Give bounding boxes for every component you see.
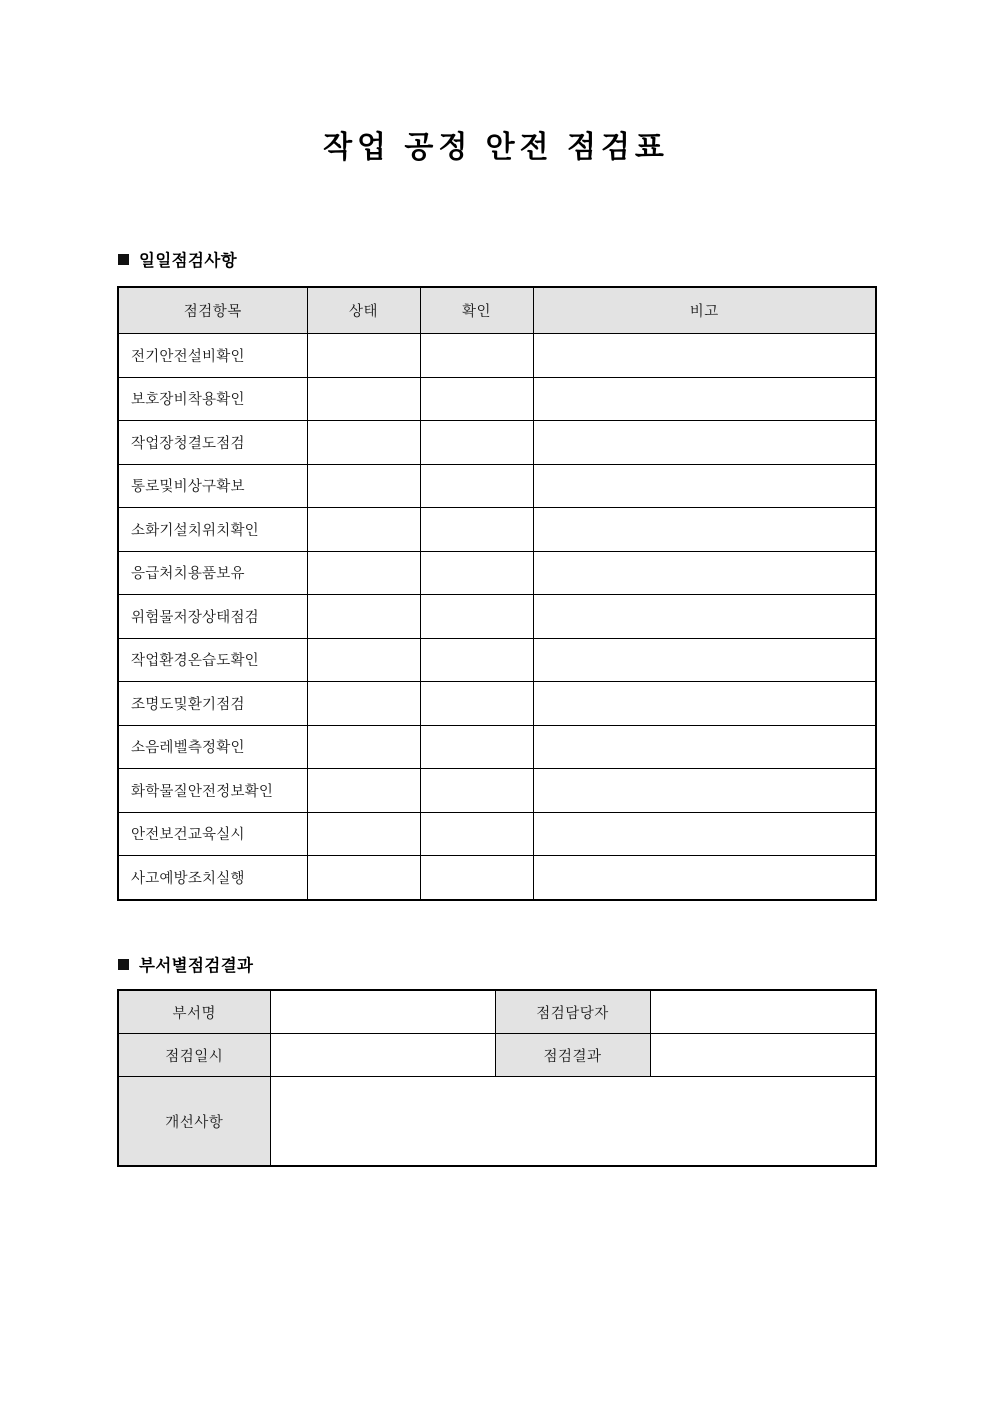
checklist-item-label: 화학물질안전정보확인 <box>118 769 307 813</box>
table-row <box>118 856 876 900</box>
checklist-item-label: 위험물저장상태점검 <box>118 595 307 639</box>
status-cell[interactable] <box>307 334 420 378</box>
table-row <box>118 990 876 1034</box>
section-heading-daily-label: 일일점검사항 <box>139 252 238 270</box>
dept-name-field[interactable] <box>270 990 495 1034</box>
inspection-result-field[interactable] <box>650 1034 876 1077</box>
check-cell[interactable] <box>420 464 533 508</box>
status-cell[interactable] <box>307 856 420 900</box>
remark-cell[interactable] <box>533 551 876 595</box>
checklist-item-label: 작업환경온습도확인 <box>118 638 307 682</box>
inspection-datetime-field[interactable] <box>270 1034 495 1077</box>
remark-cell[interactable] <box>533 812 876 856</box>
checklist-item-label: 조명도및환기점검 <box>118 682 307 726</box>
remark-cell[interactable] <box>533 595 876 639</box>
table-row <box>118 638 876 682</box>
status-cell[interactable] <box>307 769 420 813</box>
table-row <box>118 551 876 595</box>
filled-square-bullet-icon <box>118 254 129 265</box>
check-cell[interactable] <box>420 551 533 595</box>
remark-cell[interactable] <box>533 638 876 682</box>
status-cell[interactable] <box>307 464 420 508</box>
checklist-item-label: 보호장비착용확인 <box>118 377 307 421</box>
remark-cell[interactable] <box>533 508 876 552</box>
remark-cell[interactable] <box>533 682 876 726</box>
remark-cell[interactable] <box>533 856 876 900</box>
status-cell[interactable] <box>307 812 420 856</box>
filled-square-bullet-icon <box>118 959 129 970</box>
column-header-item: 점검항목 <box>118 287 307 334</box>
checklist-item-label: 통로및비상구확보 <box>118 464 307 508</box>
check-cell[interactable] <box>420 508 533 552</box>
checklist-item-label: 응급처치용품보유 <box>118 551 307 595</box>
check-cell[interactable] <box>420 769 533 813</box>
dept-name-label: 부서명 <box>118 990 270 1034</box>
checklist-item-label: 안전보건교육실시 <box>118 812 307 856</box>
check-cell[interactable] <box>420 682 533 726</box>
section-heading-daily-inspection <box>118 247 237 271</box>
table-row <box>118 595 876 639</box>
check-cell[interactable] <box>420 334 533 378</box>
status-cell[interactable] <box>307 638 420 682</box>
table-row <box>118 377 876 421</box>
improvement-field[interactable] <box>270 1077 876 1167</box>
checklist-item-label: 작업장청결도점검 <box>118 421 307 465</box>
check-cell[interactable] <box>420 421 533 465</box>
remark-cell[interactable] <box>533 421 876 465</box>
section-heading-department-label: 부서별점검결과 <box>139 957 254 975</box>
status-cell[interactable] <box>307 508 420 552</box>
table-row <box>118 508 876 552</box>
inspection-datetime-label: 점검일시 <box>118 1034 270 1077</box>
inspector-field[interactable] <box>650 990 876 1034</box>
remark-cell[interactable] <box>533 464 876 508</box>
remark-cell[interactable] <box>533 334 876 378</box>
check-cell[interactable] <box>420 725 533 769</box>
check-cell[interactable] <box>420 638 533 682</box>
checklist-item-label: 소음레벨측정확인 <box>118 725 307 769</box>
checklist-item-label: 전기안전설비확인 <box>118 334 307 378</box>
table-row <box>118 1077 876 1167</box>
column-header-remark: 비고 <box>533 287 876 334</box>
table-row <box>118 812 876 856</box>
table-row <box>118 421 876 465</box>
check-cell[interactable] <box>420 595 533 639</box>
remark-cell[interactable] <box>533 769 876 813</box>
status-cell[interactable] <box>307 682 420 726</box>
check-cell[interactable] <box>420 856 533 900</box>
inspection-result-label: 점검결과 <box>495 1034 650 1077</box>
remark-cell[interactable] <box>533 725 876 769</box>
status-cell[interactable] <box>307 377 420 421</box>
status-cell[interactable] <box>307 725 420 769</box>
table-row <box>118 769 876 813</box>
page-title: 작업 공정 안전 점검표 <box>323 131 669 164</box>
table-row <box>118 464 876 508</box>
table-row <box>118 682 876 726</box>
check-cell[interactable] <box>420 377 533 421</box>
table-row <box>118 1034 876 1077</box>
improvement-label: 개선사항 <box>118 1077 270 1167</box>
status-cell[interactable] <box>307 421 420 465</box>
table-header-row <box>118 287 876 334</box>
status-cell[interactable] <box>307 551 420 595</box>
checklist-item-label: 사고예방조치실행 <box>118 856 307 900</box>
department-result-table <box>117 989 877 1167</box>
table-row <box>118 334 876 378</box>
table-row <box>118 725 876 769</box>
status-cell[interactable] <box>307 595 420 639</box>
checklist-item-label: 소화기설치위치확인 <box>118 508 307 552</box>
inspector-label: 점검담당자 <box>495 990 650 1034</box>
column-header-status: 상태 <box>307 287 420 334</box>
daily-inspection-table <box>117 286 877 901</box>
remark-cell[interactable] <box>533 377 876 421</box>
check-cell[interactable] <box>420 812 533 856</box>
column-header-check: 확인 <box>420 287 533 334</box>
section-heading-department-results <box>118 952 253 976</box>
